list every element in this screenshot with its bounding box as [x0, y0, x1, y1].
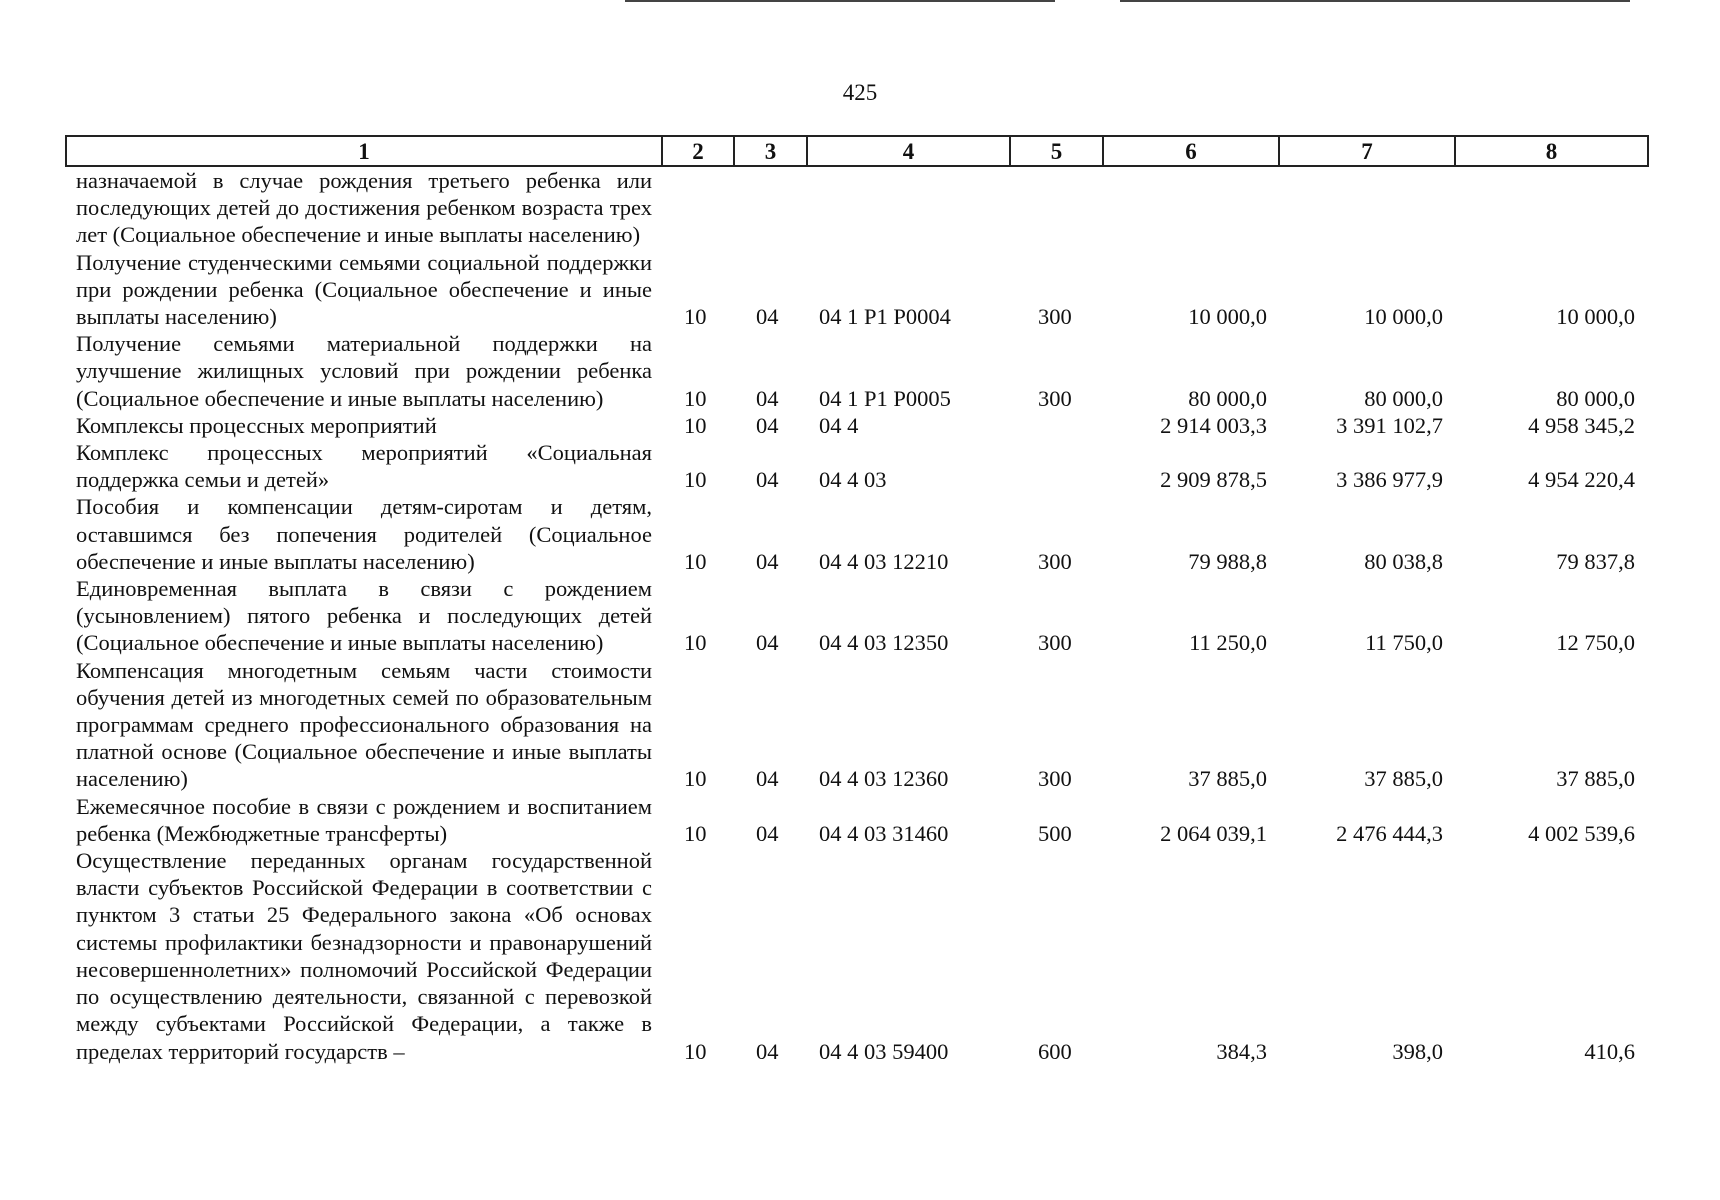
column-header: 2	[662, 136, 734, 166]
target-article-code: 04 4 03 59400	[819, 1038, 949, 1064]
expense-type-code	[1010, 166, 1103, 249]
subsection-code: 04	[756, 1038, 779, 1064]
column-header: 1	[66, 136, 662, 166]
amount-year-1: 80 000,0	[1188, 385, 1267, 411]
table-row	[66, 493, 1648, 575]
section-code: 10	[684, 630, 707, 656]
table-body	[66, 166, 1648, 1065]
column-header: 3	[734, 136, 807, 166]
section-code: 10	[684, 385, 707, 411]
amount-year-3: 410,6	[1584, 1038, 1635, 1064]
section-code: 10	[684, 304, 707, 330]
amount-year-1: 2 909 878,5	[1160, 467, 1267, 493]
subsection-code: 04	[756, 630, 779, 656]
row-description: Компенсация многодетным семьям части стоимости обучения детей из многодетных семей по образовательным программам среднего профессионального образования на платной основе (Социальное обеспечение и иные выплаты населению)	[76, 657, 652, 792]
amount-year-1: 11 250,0	[1189, 630, 1267, 656]
section-code: 10	[684, 1038, 707, 1064]
table-row	[66, 575, 1648, 657]
scan-edge-line	[1120, 0, 1630, 2]
amount-year-3: 37 885,0	[1556, 766, 1635, 792]
subsection-code: 04	[756, 766, 779, 792]
amount-year-1	[1103, 166, 1279, 249]
expense-type-code: 500	[1038, 820, 1072, 846]
amount-year-3: 4 958 345,2	[1528, 412, 1635, 438]
section-code	[662, 166, 734, 249]
target-article-code: 04 4 03 12350	[819, 630, 949, 656]
amount-year-2: 2 476 444,3	[1336, 820, 1443, 846]
amount-year-3	[1455, 166, 1648, 249]
amount-year-2: 10 000,0	[1364, 304, 1443, 330]
target-article-code: 04 4 03 12210	[819, 548, 949, 574]
amount-year-2: 80 038,8	[1364, 548, 1443, 574]
subsection-code: 04	[756, 304, 779, 330]
table-row	[66, 793, 1648, 847]
section-code: 10	[684, 766, 707, 792]
target-article-code: 04 4	[819, 412, 859, 438]
target-article-code: 04 4 03	[819, 467, 887, 493]
amount-year-3: 4 002 539,6	[1528, 820, 1635, 846]
amount-year-3: 10 000,0	[1556, 304, 1635, 330]
amount-year-3: 79 837,8	[1556, 548, 1635, 574]
table-row	[66, 657, 1648, 793]
row-description: Ежемесячное пособие в связи с рождением и воспитанием ребенка (Межбюджетные трансферты)	[76, 793, 652, 846]
row-description: Пособия и компенсации детям-сиротам и детям, оставшимся без попечения родителей (Социальное обеспечение и иные выплаты населению)	[76, 494, 652, 574]
target-article-code: 04 1 P1 P0005	[819, 385, 951, 411]
expense-type-code	[1010, 412, 1103, 439]
column-header: 7	[1279, 136, 1455, 166]
amount-year-2	[1279, 166, 1455, 249]
amount-year-2: 3 391 102,7	[1336, 412, 1443, 438]
amount-year-2: 11 750,0	[1365, 630, 1443, 656]
amount-year-2: 37 885,0	[1364, 766, 1443, 792]
table-row	[66, 330, 1648, 412]
amount-year-2: 80 000,0	[1364, 385, 1443, 411]
subsection-code: 04	[756, 385, 779, 411]
expense-type-code: 300	[1038, 548, 1072, 574]
table-row	[66, 249, 1648, 331]
target-article-code: 04 4 03 12360	[819, 766, 949, 792]
amount-year-2: 398,0	[1392, 1038, 1443, 1064]
row-description: Получение студенческими семьями социальной поддержки при рождении ребенка (Социальное обеспечение и иные выплаты населению)	[76, 249, 652, 330]
subsection-code: 04	[756, 467, 779, 493]
column-header: 6	[1103, 136, 1279, 166]
table-row	[66, 439, 1648, 493]
column-header: 4	[807, 136, 1010, 166]
amount-year-3: 4 954 220,4	[1528, 467, 1635, 493]
scan-edge-line	[625, 0, 1055, 2]
page-number: 425	[842, 80, 878, 105]
row-description: Единовременная выплата в связи с рождением (усыновлением) пятого ребенка и последующих детей (Социальное обеспечение и иные выплаты населению)	[76, 576, 652, 656]
expense-type-code: 300	[1038, 630, 1072, 656]
subsection-code: 04	[756, 412, 779, 438]
column-header: 8	[1455, 136, 1648, 166]
budget-table	[65, 135, 1649, 1065]
amount-year-1: 10 000,0	[1188, 304, 1267, 330]
row-description: Получение семьями материальной поддержки на улучшение жилищных условий при рождении ребенка (Социальное обеспечение и иные выплаты населению)	[76, 331, 652, 411]
expense-type-code: 300	[1038, 766, 1072, 792]
expense-type-code: 600	[1038, 1038, 1072, 1064]
amount-year-1: 2 064 039,1	[1160, 820, 1267, 846]
row-description: назначаемой в случае рождения третьего ребенка или последующих детей до достижения ребенком возраста трех лет (Социальное обеспечение и иные выплаты населению)	[76, 168, 652, 248]
subsection-code: 04	[756, 548, 779, 574]
amount-year-3: 12 750,0	[1556, 630, 1635, 656]
table-row	[66, 166, 1648, 249]
section-code: 10	[684, 412, 707, 438]
row-description: Комплексы процессных мероприятий	[76, 412, 437, 438]
amount-year-1: 79 988,8	[1188, 548, 1267, 574]
expense-type-code: 300	[1038, 385, 1072, 411]
target-article-code: 04 4 03 31460	[819, 820, 949, 846]
row-description: Комплекс процессных мероприятий «Социальная поддержка семьи и детей»	[76, 440, 652, 493]
amount-year-1: 2 914 003,3	[1160, 412, 1267, 438]
subsection-code	[734, 166, 807, 249]
amount-year-3: 80 000,0	[1556, 385, 1635, 411]
row-description: Осуществление переданных органам государственной власти субъектов Российской Федерации в соответствии с пунктом 3 статьи 25 Федерального закона «Об основах системы профилактики безнадзорности и правонарушений несовершеннолетних» полномочий Российской Федерации по осуществлению деятельности, связанной с перевозкой между субъектами Российской Федерации, а также в пределах территорий государств –	[76, 848, 652, 1064]
section-code: 10	[684, 820, 707, 846]
section-code: 10	[684, 548, 707, 574]
table-row	[66, 412, 1648, 439]
expense-type-code: 300	[1038, 304, 1072, 330]
amount-year-2: 3 386 977,9	[1336, 467, 1443, 493]
expense-type-code	[1010, 439, 1103, 493]
table-header-row	[66, 136, 1648, 166]
target-article-code	[807, 166, 1010, 249]
column-header: 5	[1010, 136, 1103, 166]
amount-year-1: 37 885,0	[1188, 766, 1267, 792]
table-row	[66, 847, 1648, 1065]
amount-year-1: 384,3	[1216, 1038, 1267, 1064]
target-article-code: 04 1 P1 P0004	[819, 304, 951, 330]
section-code: 10	[684, 467, 707, 493]
subsection-code: 04	[756, 820, 779, 846]
